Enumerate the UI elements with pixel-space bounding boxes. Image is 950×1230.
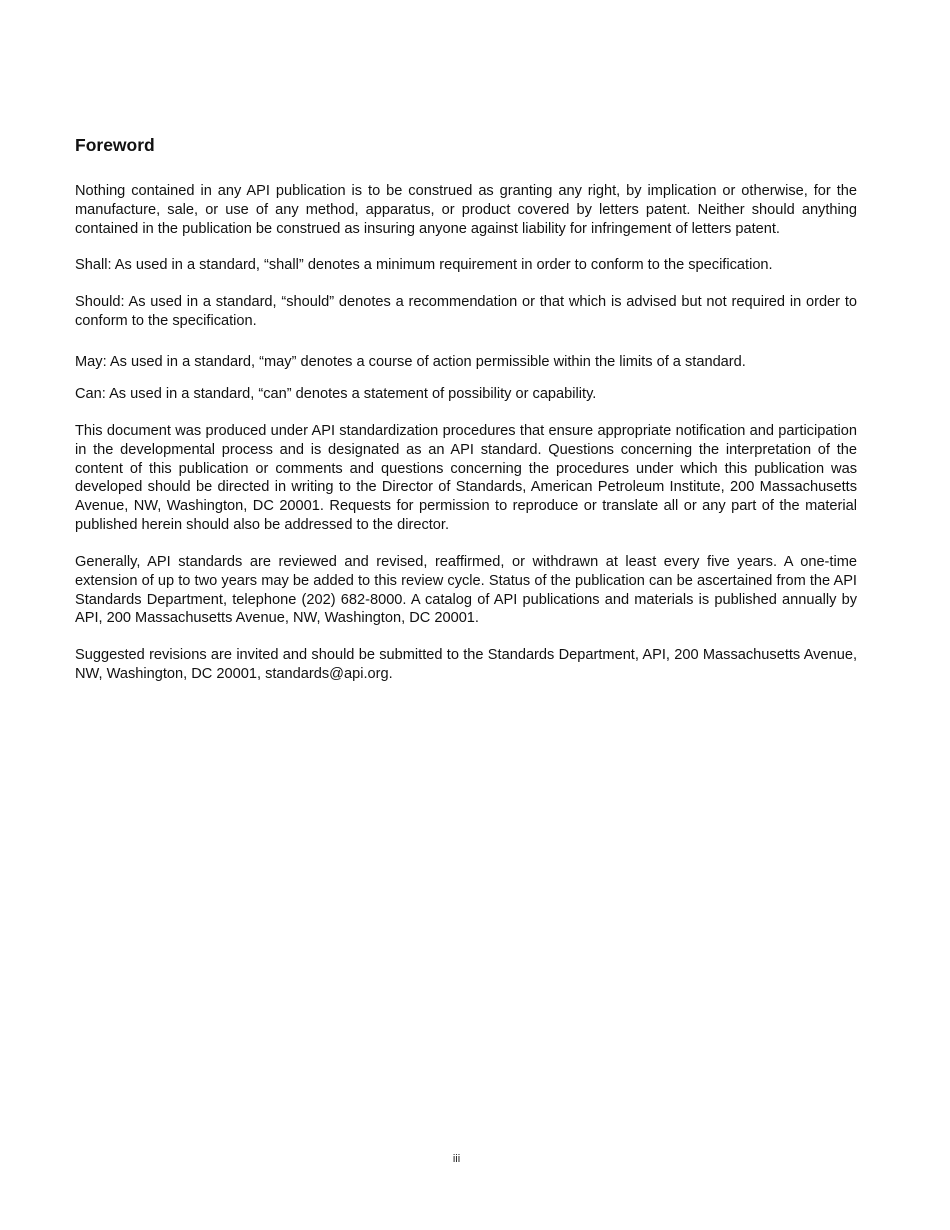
- paragraph-review-cycle: Generally, API standards are reviewed and revised, reaffirmed, or withdrawn at least every five years. A one-time extension of up to two years may be added to this review cycle. Status of the publication can be ascertained from the API Standards Department, telephone (202) 682-8000. A catalog of API publications and materials is published annually by API, 200 Massachusetts Avenue, NW, Washington, DC 20001.: [75, 554, 857, 627]
- paragraph-shall-definition: Shall: As used in a standard, “shall” denotes a minimum requirement in order to conform to the specification.: [75, 257, 773, 273]
- paragraph-standardization-procedures: This document was produced under API standardization procedures that ensure appropriate notification and participation in the developmental process and is designated as an API standard. Questions concerning the interpretation of the content of this publication or comments and questions concerning the procedures under which this publication was developed should be directed in writing to the Director of Standards, American Petroleum Institute, 200 Massachusetts Avenue, NW, Washington, DC 20001. Requests for permission to reproduce or translate all or any part of the material published herein should also be addressed to the director.: [75, 423, 857, 533]
- paragraph-can-definition: Can: As used in a standard, “can” denotes a statement of possibility or capability.: [75, 386, 597, 402]
- page-number: iii: [452, 1153, 461, 1165]
- paragraph-may-definition: May: As used in a standard, “may” denotes a course of action permissible within the limits of a standard.: [75, 354, 746, 370]
- paragraph-patent-disclaimer: Nothing contained in any API publication is to be construed as granting any right, by implication or otherwise, for the manufacture, sale, or use of any method, apparatus, or product covered by letters patent. Neither should anything contained in the publication be construed as insuring anyone against liability for infringement of letters patent.: [75, 183, 857, 237]
- section-heading: Foreword: [75, 135, 155, 155]
- paragraph-suggested-revisions: Suggested revisions are invited and should be submitted to the Standards Department, API, 200 Massachusetts Avenue, NW, Washington, DC 20001, standards@api.org.: [75, 647, 857, 682]
- paragraph-should-definition: Should: As used in a standard, “should” denotes a recommendation or that which is advised but not required in order to conform to the specification.: [75, 294, 857, 329]
